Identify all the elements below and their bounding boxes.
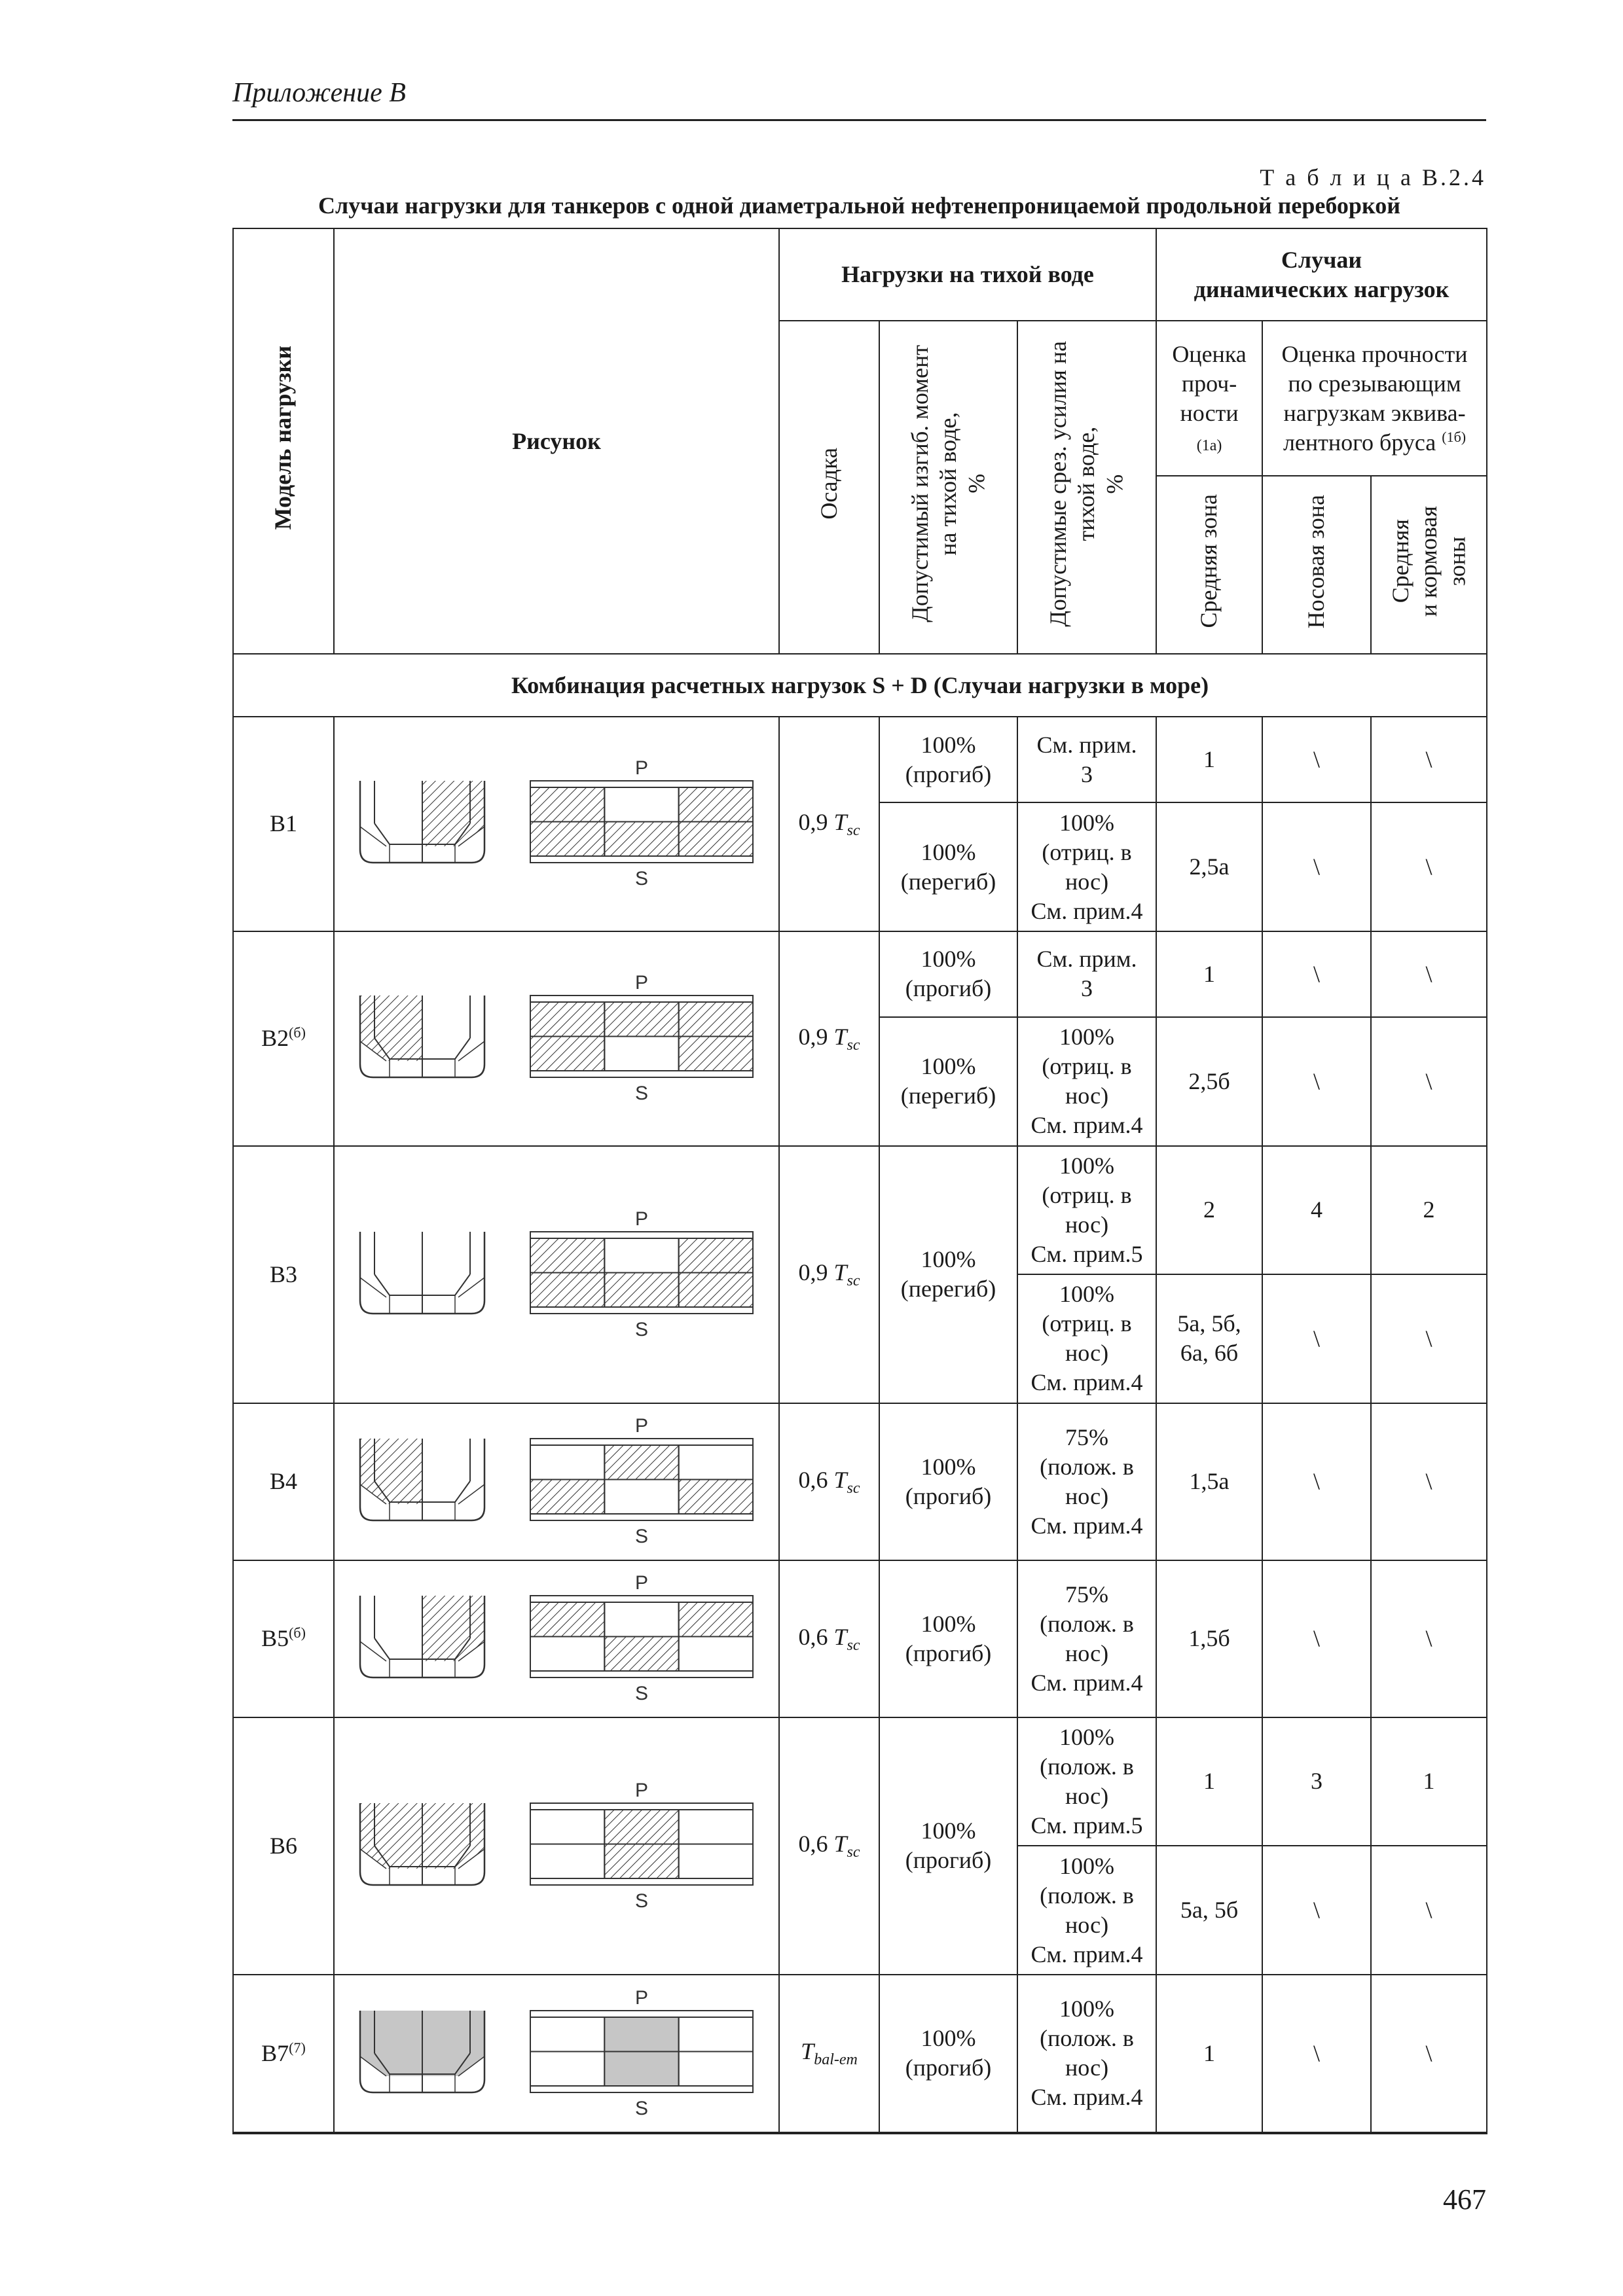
row-b6-model: B6 (233, 1717, 334, 1975)
plan-tank-cell (530, 1602, 604, 1637)
row-b7-figure (334, 1975, 779, 2133)
row-b1-shear-2: 100% (отриц. в нос) См. прим.4 (1017, 802, 1156, 931)
port-label: P (634, 1779, 649, 1801)
plan-tank-cell (604, 1480, 678, 1515)
row-b5-bow: \ (1262, 1560, 1371, 1717)
port-label: P (634, 1208, 649, 1230)
row-b5-figure (334, 1560, 779, 1717)
plan-tank-cell (679, 1002, 753, 1037)
row-b1-bending-2: 100% (перегиб) (879, 802, 1017, 931)
row-b5-shear: 75% (полож. в нос) См. прим.4 (1017, 1560, 1156, 1717)
header-shear-eval: Оценка прочности по срезывающим нагрузкам эквива- лентного бруса $^{(1б)}$ (1262, 321, 1487, 476)
row-b3-aft-2: \ (1371, 1274, 1487, 1403)
row-b2-bending-2: 100% (перегиб) (879, 1017, 1017, 1146)
page-number: 467 (1443, 2183, 1486, 2215)
row-b7-bow: \ (1262, 1975, 1371, 2133)
plan-tank-cell (679, 2017, 753, 2052)
row-b7-bending: 100% (прогиб) (879, 1975, 1017, 2133)
row-b1-model: B1 (233, 717, 334, 931)
row-b3-figure (334, 1146, 779, 1403)
plan-tank-cell (604, 1037, 678, 1071)
table-number: Т а б л и ц а В.2.4 (1260, 164, 1486, 190)
plan-tank-cell (679, 1637, 753, 1672)
row-b4-bending: 100% (прогиб) (879, 1403, 1017, 1560)
plan-tank-cell (530, 1037, 604, 1071)
row-b5-aft: \ (1371, 1560, 1487, 1717)
row-b7-shear: 100% (полож. в нос) См. прим.4 (1017, 1975, 1156, 2133)
page-header (232, 77, 1486, 121)
header-figure: Рисунок (334, 228, 779, 654)
row-b6-draft: 0,6 $T_{sc}$ (779, 1717, 879, 1975)
row-b4-figure (334, 1403, 779, 1560)
section-tank-starboard (422, 2011, 484, 2076)
plan-tank-cell (530, 1272, 604, 1307)
row-b7-draft: $T_{bal-em}$ (779, 1975, 879, 2133)
table-caption: Случаи нагрузки для танкеров с одной диаметральной нефтенепроницаемой продольной переборкой (318, 192, 1400, 219)
plan-tank-cell (530, 1810, 604, 1844)
row-b3-mid-1: 2 (1156, 1146, 1262, 1275)
row-b1-figure (334, 717, 779, 931)
plan-tank-cell (604, 787, 678, 822)
load-cases-table (232, 228, 1487, 2134)
header-still-water: Нагрузки на тихой воде (779, 228, 1156, 321)
row-b1-mid-2: 2,5а (1156, 802, 1262, 931)
plan-tank-cell (530, 1445, 604, 1480)
tank-diagram-b2 (354, 966, 759, 1103)
row-b5-model: $B5^{(б)}$ (233, 1560, 334, 1717)
row-b2-aft-1: \ (1371, 931, 1487, 1017)
row-b6-mid-2: 5а, 5б (1156, 1846, 1262, 1975)
header-bow-zone: Носовая зона (1262, 476, 1371, 654)
header-shear: Допустимые срез. усилия на тихой воде, % (1017, 321, 1156, 654)
row-b2-mid-2: 2,5б (1156, 1017, 1262, 1146)
page-header-title: Приложение В (232, 78, 406, 108)
row-b5-draft: 0,6 $T_{sc}$ (779, 1560, 879, 1717)
plan-tank-cell (530, 1637, 604, 1672)
plan-tank-cell (679, 1238, 753, 1273)
plan-tank-cell (679, 2051, 753, 2086)
row-b6-mid-1: 1 (1156, 1717, 1262, 1846)
row-b3-bow-1: 4 (1262, 1146, 1371, 1275)
row-b2-shear-1: См. прим. 3 (1017, 931, 1156, 1017)
plan-tank-cell (604, 2051, 678, 2086)
starboard-label: S (634, 1890, 649, 1911)
tank-diagram-b6 (354, 1774, 759, 1911)
port-label: P (634, 1415, 649, 1437)
tank-diagram-b1 (354, 751, 759, 889)
row-b2-bow-1: \ (1262, 931, 1371, 1017)
plan-tank-cell (604, 1810, 678, 1844)
row-b4-bow: \ (1262, 1403, 1371, 1560)
plan-tank-cell (679, 822, 753, 857)
row-b1-bow-1: \ (1262, 717, 1371, 802)
plan-tank-cell (679, 1445, 753, 1480)
port-label: P (634, 1986, 649, 2009)
row-b3-mid-2: 5а, 5б, 6а, 6б (1156, 1274, 1262, 1403)
plan-tank-cell (530, 2051, 604, 2086)
row-b6-shear-2: 100% (полож. в нос) См. прим.4 (1017, 1846, 1156, 1975)
row-b6-figure (334, 1717, 779, 1975)
header-bending: Допустимый изгиб. момент на тихой воде, % (879, 321, 1017, 654)
tank-diagram-b5 (354, 1566, 759, 1704)
plan-tank-cell (530, 1480, 604, 1515)
row-b6-bending: 100% (прогиб) (879, 1717, 1017, 1975)
plan-tank-cell (604, 822, 678, 857)
plan-tank-cell (604, 1445, 678, 1480)
starboard-label: S (634, 2097, 649, 2119)
row-b1-aft-1: \ (1371, 717, 1487, 802)
row-b3-aft-1: 2 (1371, 1146, 1487, 1275)
section-tank-port (360, 996, 422, 1061)
starboard-label: S (634, 1683, 649, 1704)
row-b3-shear-1: 100% (отриц. в нос) См. прим.5 (1017, 1146, 1156, 1275)
plan-tank-cell (679, 1037, 753, 1071)
plan-tank-cell (530, 1844, 604, 1878)
row-b4-aft: \ (1371, 1403, 1487, 1560)
row-b2-figure (334, 931, 779, 1146)
section-tank-starboard (422, 1803, 484, 1869)
row-b6-bow-1: 3 (1262, 1717, 1371, 1846)
row-b2-bending-1: 100% (прогиб) (879, 931, 1017, 1017)
header-dynamic: Случаи динамических нагрузок (1156, 228, 1487, 321)
row-b4-shear: 75% (полож. в нос) См. прим.4 (1017, 1403, 1156, 1560)
header-draft: Осадка (779, 321, 879, 654)
section-title: Комбинация расчетных нагрузок S + D (Случаи нагрузки в море) (233, 654, 1487, 717)
row-b4-mid: 1,5а (1156, 1403, 1262, 1560)
row-b6-aft-2: \ (1371, 1846, 1487, 1975)
plan-tank-cell (604, 1238, 678, 1273)
row-b7-aft: \ (1371, 1975, 1487, 2133)
section-tank-port (360, 2011, 422, 2076)
header-model: Модель нагрузки (233, 228, 334, 654)
row-b6-bow-2: \ (1262, 1846, 1371, 1975)
row-b4-model: B4 (233, 1403, 334, 1560)
plan-tank-cell (530, 1238, 604, 1273)
port-label: P (634, 972, 649, 994)
plan-tank-cell (679, 1810, 753, 1844)
plan-tank-cell (530, 787, 604, 822)
plan-tank-cell (679, 1602, 753, 1637)
section-tank-starboard (422, 1596, 484, 1661)
row-b1-bending-1: 100% (прогиб) (879, 717, 1017, 802)
tank-diagram-b4 (354, 1409, 759, 1547)
section-tank-port (360, 1439, 422, 1504)
starboard-label: S (634, 1083, 649, 1104)
row-b3-bow-2: \ (1262, 1274, 1371, 1403)
plan-tank-cell (679, 787, 753, 822)
row-b3-draft: 0,9 $T_{sc}$ (779, 1146, 879, 1403)
row-b3-bending: 100% (перегиб) (879, 1146, 1017, 1403)
row-b4-draft: 0,6 $T_{sc}$ (779, 1403, 879, 1560)
row-b1-bow-2: \ (1262, 802, 1371, 931)
row-b2-mid-1: 1 (1156, 931, 1262, 1017)
plan-tank-cell (530, 2017, 604, 2052)
row-b7-model: B7$^{(7)}$ (233, 1975, 334, 2133)
port-label: P (634, 1572, 649, 1594)
port-label: P (634, 757, 649, 780)
header-strength-eval: Оценка проч- ности (1а) (1156, 321, 1262, 476)
starboard-label: S (634, 868, 649, 889)
row-b1-shear-1: См. прим. 3 (1017, 717, 1156, 802)
row-b2-model: $B2^{(б)}$ (233, 931, 334, 1146)
starboard-label: S (634, 1318, 649, 1340)
row-b2-bow-2: \ (1262, 1017, 1371, 1146)
plan-tank-cell (604, 1602, 678, 1637)
row-b5-mid: 1,5б (1156, 1560, 1262, 1717)
plan-tank-cell (530, 822, 604, 857)
row-b2-draft: 0,9 $T_{sc}$ (779, 931, 879, 1146)
row-b6-shear-1: 100% (полож. в нос) См. прим.5 (1017, 1717, 1156, 1846)
tank-diagram-b3 (354, 1202, 759, 1340)
row-b2-aft-2: \ (1371, 1017, 1487, 1146)
plan-tank-cell (604, 1002, 678, 1037)
section-tank-port (360, 1803, 422, 1869)
row-b3-model: B3 (233, 1146, 334, 1403)
plan-tank-cell (604, 1637, 678, 1672)
row-b3-shear-2: 100% (отриц. в нос) См. прим.4 (1017, 1274, 1156, 1403)
header-mid-aft-zone: Средняя и кормовая зоны (1371, 476, 1487, 654)
row-b7-mid: 1 (1156, 1975, 1262, 2133)
row-b1-draft: 0,9 $T_{sc}$ (779, 717, 879, 931)
tank-diagram-b7 (354, 1981, 759, 2119)
row-b5-bending: 100% (прогиб) (879, 1560, 1017, 1717)
plan-tank-cell (530, 1002, 604, 1037)
plan-tank-cell (679, 1844, 753, 1878)
plan-tank-cell (679, 1480, 753, 1515)
row-b1-aft-2: \ (1371, 802, 1487, 931)
starboard-label: S (634, 1526, 649, 1547)
section-tank-starboard (422, 781, 484, 846)
header-mid-zone: Средняя зона (1156, 476, 1262, 654)
plan-tank-cell (679, 1272, 753, 1307)
row-b1-mid-1: 1 (1156, 717, 1262, 802)
row-b6-aft-1: 1 (1371, 1717, 1487, 1846)
plan-tank-cell (604, 2017, 678, 2052)
plan-tank-cell (604, 1844, 678, 1878)
row-b2-shear-2: 100% (отриц. в нос) См. прим.4 (1017, 1017, 1156, 1146)
plan-tank-cell (604, 1272, 678, 1307)
